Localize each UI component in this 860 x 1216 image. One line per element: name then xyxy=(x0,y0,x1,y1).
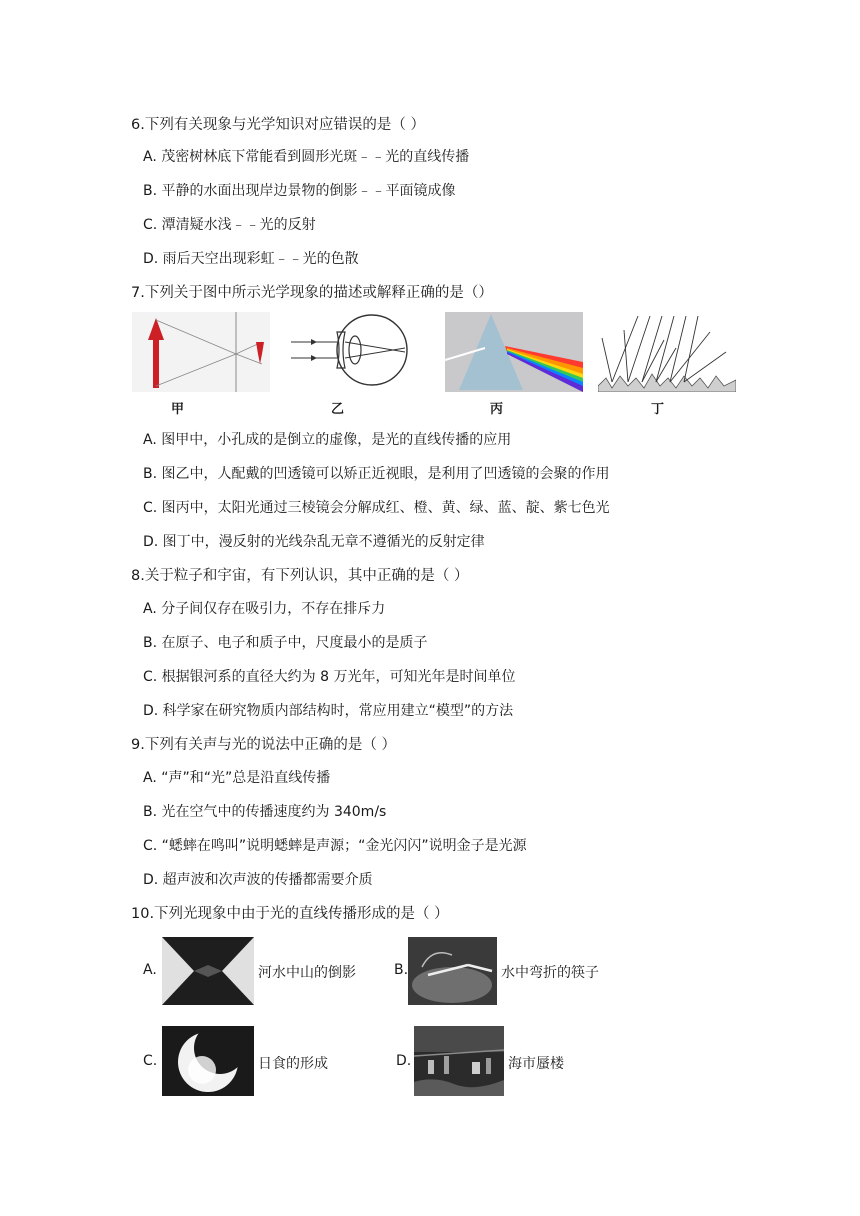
question-6-stem: 6.下列有关现象与光学知识对应错误的是（ ） xyxy=(131,117,425,133)
question-10-stem: 10.下列光现象中由于光的直线传播形成的是（ ） xyxy=(131,906,449,922)
figure-ding-diffuse-reflection xyxy=(598,312,736,392)
question-6-option-c: C. 潭清疑水浅﹣﹣光的反射 xyxy=(143,217,316,233)
question-10-option-a-photo xyxy=(162,937,254,1005)
figure-label-jia: 甲 xyxy=(171,402,185,417)
question-10-option-c-photo xyxy=(162,1026,254,1096)
figure-label-ding: 丁 xyxy=(651,402,665,417)
figure-label-yi: 乙 xyxy=(331,402,345,417)
question-9-option-d: D. 超声波和次声波的传播都需要介质 xyxy=(143,872,373,888)
question-10-option-c-letter: C. xyxy=(143,1053,158,1069)
question-10-option-d-letter: D. xyxy=(396,1053,412,1069)
question-8-option-d: D. 科学家在研究物质内部结构时，常应用建立“模型”的方法 xyxy=(143,703,514,719)
question-8-option-c: C. 根据银河系的直径大约为 8 万光年，可知光年是时间单位 xyxy=(143,669,516,685)
question-9-option-b: B. 光在空气中的传播速度约为 340m/s xyxy=(143,804,387,820)
question-9-option-c: C. “蟋蟀在鸣叫”说明蟋蟀是声源；“金光闪闪”说明金子是光源 xyxy=(143,838,527,854)
question-7-option-c: C. 图丙中，太阳光通过三棱镜会分解成红、橙、黄、绿、蓝、靛、紫七色光 xyxy=(143,500,610,516)
question-10-option-a-caption: 河水中山的倒影 xyxy=(258,965,356,981)
question-10-option-b-photo xyxy=(408,937,497,1005)
question-10-option-a-letter: A. xyxy=(143,962,157,978)
question-7-option-d: D. 图丁中，漫反射的光线杂乱无章不遵循光的反射定律 xyxy=(143,534,485,550)
question-10-option-b-letter: B. xyxy=(394,962,409,978)
question-7-option-a: A. 图甲中，小孔成的是倒立的虚像，是光的直线传播的应用 xyxy=(143,432,512,448)
question-6-option-a: A. 茂密树林底下常能看到圆形光斑﹣﹣光的直线传播 xyxy=(143,149,470,165)
figure-label-bing: 丙 xyxy=(490,402,504,417)
question-7-option-b: B. 图乙中，人配戴的凹透镜可以矫正近视眼，是利用了凹透镜的会聚的作用 xyxy=(143,466,610,482)
figure-bing-prism xyxy=(445,312,583,392)
question-10-option-d-caption: 海市蜃楼 xyxy=(508,1056,564,1072)
question-6-option-b: B. 平静的水面出现岸边景物的倒影﹣﹣平面镜成像 xyxy=(143,183,456,199)
question-10-option-b-caption: 水中弯折的筷子 xyxy=(501,965,599,981)
question-7-stem: 7.下列关于图中所示光学现象的描述或解释正确的是（） xyxy=(131,285,493,301)
question-10-option-d-photo xyxy=(414,1026,504,1096)
question-6-option-d: D. 雨后天空出现彩虹﹣﹣光的色散 xyxy=(143,251,359,267)
question-8-option-b: B. 在原子、电子和质子中，尺度最小的是质子 xyxy=(143,635,428,651)
figure-yi-eye-lens xyxy=(287,312,425,392)
question-8-stem: 8.关于粒子和宇宙，有下列认识，其中正确的是（ ） xyxy=(131,568,469,584)
question-10-option-c-caption: 日食的形成 xyxy=(258,1056,328,1072)
figure-jia-pinhole xyxy=(132,312,270,392)
question-9-option-a: A. “声”和“光”总是沿直线传播 xyxy=(143,770,331,786)
question-8-option-a: A. 分子间仅存在吸引力，不存在排斥力 xyxy=(143,601,386,617)
question-9-stem: 9.下列有关声与光的说法中正确的是（ ） xyxy=(131,737,396,753)
